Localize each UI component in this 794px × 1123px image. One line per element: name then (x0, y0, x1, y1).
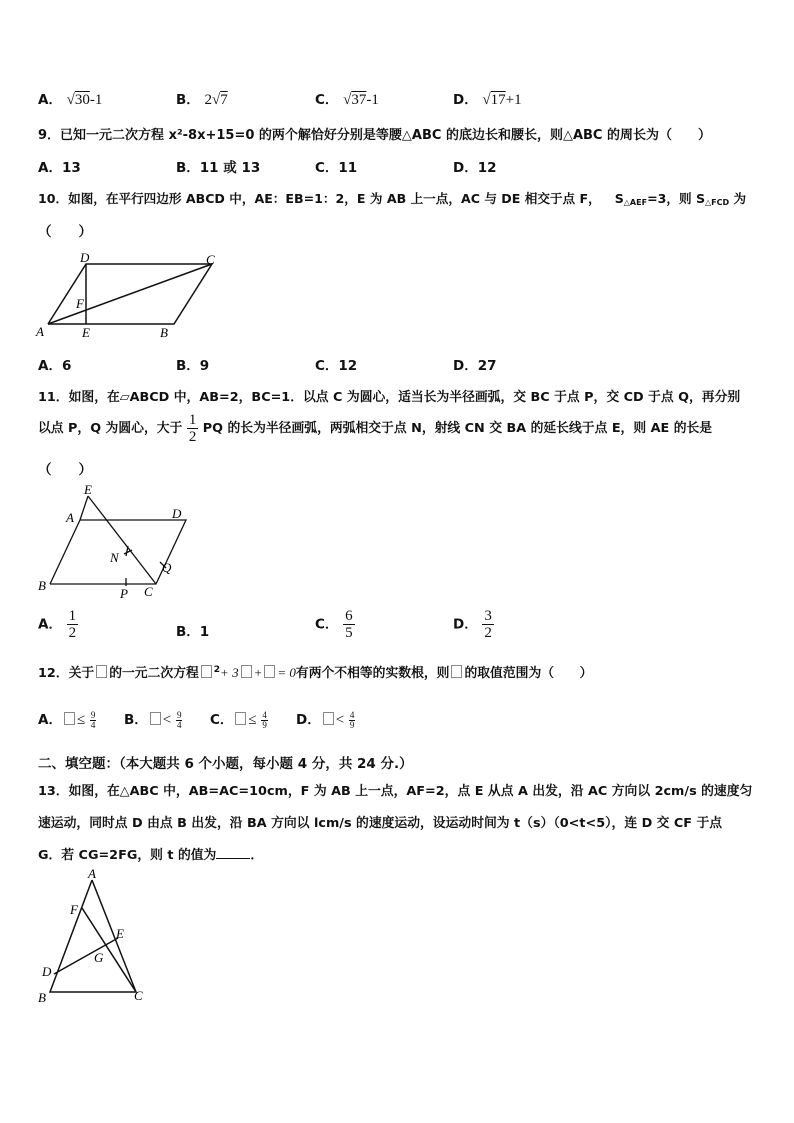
q9-text: 9．已知一元二次方程 x²-8x+15=0 的两个解恰好分别是等腰△ABC 的底边长和腰长，则△ABC 的周长为（ ） (38, 128, 711, 143)
missing-glyph-icon (451, 665, 462, 678)
q9-option-a: A．13 (38, 160, 81, 176)
q13-label-f: F (70, 902, 78, 917)
q12-text: 12．关于 的一元二次方程 $^2$+ 3 + = 0有两个不相等的实数根，则 的取值范围为（ ） (38, 665, 593, 681)
q13-label-g: G (94, 950, 104, 965)
q11-arc-n (124, 546, 132, 556)
missing-glyph-icon (96, 665, 107, 678)
q11-ray-ce (88, 496, 156, 584)
q11-option-a: A． $\frac{1}{2}$ (38, 608, 77, 641)
q13-label-c: C (134, 988, 143, 1003)
q8-option-b: B． 2√7 (176, 92, 228, 108)
q10-option-a: A．6 (38, 358, 72, 374)
q10-label-f: F (76, 296, 84, 311)
q11-line1: 11．如图，在▱ABCD 中，AB=2，BC=1．以点 C 为圆心，适当长为半径画弧，交 BC 于点 P，交 CD 于点 Q，再分别 (38, 390, 741, 405)
q11-option-b: B．1 (176, 624, 210, 640)
q11-line2: 以点 P，Q 为圆心，大于 $\frac{1}{2}$ PQ 的长为半径画弧，两弧相交于点 N，射线 CN 交 BA 的延长线于点 E，则 AE 的长是 (38, 412, 713, 445)
q12-option-a: A． ≤ $\frac{9}{4}$ (38, 709, 96, 730)
q10-option-b: B．9 (176, 358, 210, 374)
q11-label-p: P (120, 586, 128, 601)
missing-glyph-icon (264, 665, 275, 678)
q13-label-a: A (88, 866, 96, 881)
section-title: 二、填空题：（本大题共 6 个小题，每小题 4 分，共 24 分.） (38, 756, 413, 772)
q10-figure (34, 250, 224, 342)
missing-glyph-icon (201, 665, 212, 678)
q11-figure (34, 480, 204, 602)
q9-option-c: C．11 (315, 160, 358, 176)
q10-option-c: C．12 (315, 358, 358, 374)
missing-glyph-icon (241, 665, 252, 678)
q11-extension-ae (80, 496, 88, 520)
q10-label-d: D (80, 250, 90, 265)
q10-label-c: C (206, 252, 215, 267)
q12-option-b: B． < $\frac{9}{4}$ (124, 709, 182, 730)
q11-label-q: Q (162, 560, 172, 575)
q10-paren: （ ） (38, 224, 92, 240)
q10-label-b: B (160, 325, 168, 340)
q13-segment-cf (82, 908, 136, 992)
q12-option-d: D． < $\frac{4}{9}$ (296, 709, 355, 730)
q13-label-b: B (38, 990, 46, 1005)
q8-option-d: D． √17+1 (453, 92, 522, 108)
q11-option-d: D． $\frac{3}{2}$ (453, 608, 492, 641)
q13-line1: 13．如图，在△ABC 中，AB=AC=10cm，F 为 AB 上一点，AF=2，点 E 从点 A 出发，沿 AC 方向以 2cm/s 的速度匀 (38, 784, 753, 799)
q9-option-d: D．12 (453, 160, 497, 176)
q11-label-n: N (110, 550, 119, 565)
q10-diagonal-ac (48, 264, 212, 324)
q9-option-b: B．11 或 13 (176, 160, 261, 176)
q12-option-c: C． ≤ $\frac{4}{9}$ (210, 709, 267, 730)
q10-label-a: A (36, 324, 44, 339)
q11-label-c: C (144, 584, 153, 599)
q8-option-a: A． √30-1 (38, 92, 103, 108)
q13-label-e: E (116, 926, 124, 941)
q13-label-d: D (42, 964, 52, 979)
q11-label-a: A (66, 510, 74, 525)
q11-half-fraction: $\frac{1}{2}$ (188, 412, 197, 445)
q10-option-d: D．27 (453, 358, 497, 374)
q8-option-c: C． √37-1 (315, 92, 379, 108)
q11-label-b: B (38, 578, 46, 593)
q13-line2: 速运动，同时点 D 由点 B 出发，沿 BA 方向以 lcm/s 的速度运动，设运动时间为 t（s）（0<t<5），连 D 交 CF 于点 (38, 816, 723, 831)
q11-option-c: C． $\frac{6}{5}$ (315, 608, 353, 641)
q13-figure (32, 866, 162, 1008)
q13-line3: G．若 CG=2FG，则 t 的值为 ． (38, 848, 264, 863)
q11-label-e: E (84, 482, 92, 497)
answer-blank[interactable] (216, 846, 250, 859)
q10-text: 10．如图，在平行四边形 ABCD 中，AE：EB=1：2，E 为 AB 上一点，AC 与 DE 相交于点 F， $S_{\triangle AEF}=3$，则 $S_{\triangle FCD}$ 为 (38, 191, 747, 207)
q11-label-d: D (172, 506, 182, 521)
q11-paren: （ ） (38, 462, 92, 478)
q10-label-e: E (82, 325, 90, 340)
